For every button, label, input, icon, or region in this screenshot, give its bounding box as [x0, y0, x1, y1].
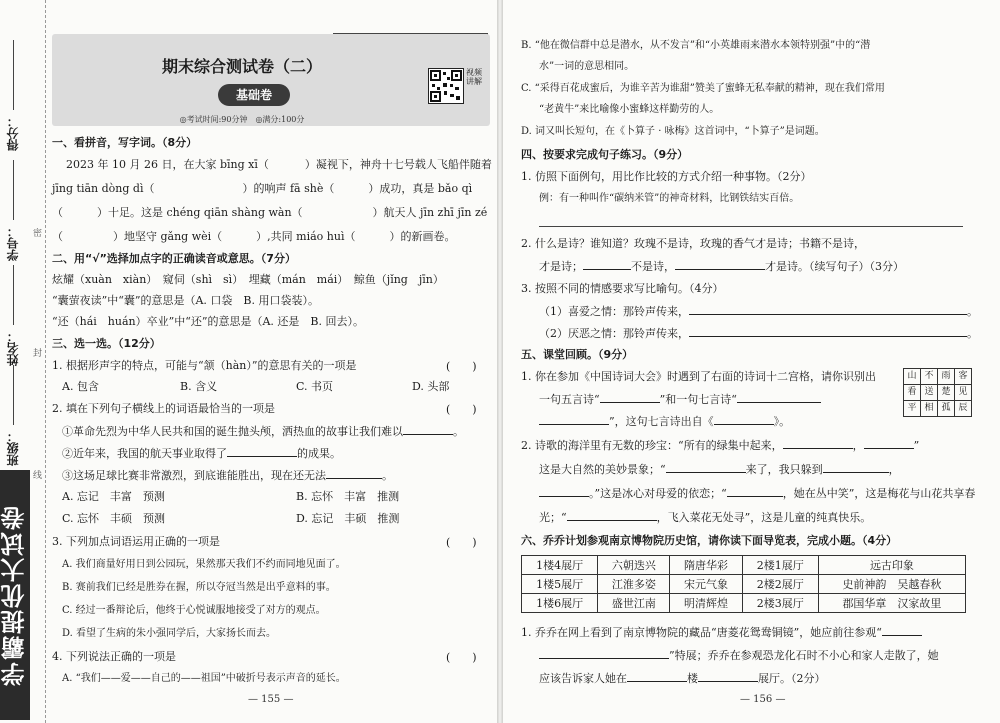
s5-q2-line4 [539, 509, 871, 525]
cut-mark-xian: 线 [31, 470, 41, 479]
q3-option-d[interactable]: D. 看望了生病的朱小强同学后，大家扬长而去。 [62, 628, 277, 639]
q2-answer-box[interactable]: ( ) [446, 403, 477, 416]
s1-text: jīng tiān dòng dì（ [52, 182, 155, 195]
s5-q1-part: 一句五言诗“ [539, 393, 600, 406]
q4-option-d[interactable]: D. 词又叫长短句，在《卜算子 · 咏梅》这首词中，“卜算子”是词题。 [521, 126, 825, 137]
s5-q2-part: ，她在丛中笑”，这是梅花与山花共享春 [782, 487, 976, 500]
table-cell: 明清辉煌 [670, 594, 742, 613]
table-cell: 1楼6展厅 [522, 594, 598, 613]
table-row [522, 575, 966, 594]
s4-q3-2-text: （2）厌恶之情：那铃声传来， [539, 327, 689, 340]
score-label: 得分： [6, 115, 20, 151]
table-cell: 2楼3展厅 [742, 594, 818, 613]
s5-q1-part: 》。 [773, 415, 791, 428]
s5-q2-line2: 这是大自然的美妙景象；“ 来了，我只躲到 ， [539, 463, 900, 476]
s6-q1-blank-1[interactable] [882, 624, 922, 636]
s1-text: ）成功，真是 bǎo qì [368, 182, 473, 195]
s1-text: ）航天人 jīn zhī jīn zé [372, 206, 488, 219]
s6-q1-part: 应该告诉家人她在 [539, 672, 627, 685]
q3-answer-box[interactable]: ( ) [446, 536, 477, 549]
section-4-title: 四、按要求完成句子练习。（9分） [521, 148, 689, 161]
class-label: 班级： [6, 430, 20, 466]
brand-vertical: 学霸提优大试卷 [0, 470, 30, 720]
s5-q2-line1: 2. 诗歌的海洋里有无数的珍宝：“所有的绿集中起来， ， ” [521, 439, 920, 452]
s2-line-1[interactable]: 炫耀（xuàn xiàn） 窥伺（shì sì） 埋藏（mán mái） 鲸鱼（jǐng jīn） [52, 273, 444, 286]
s1-text: ）十足。这是 chéng qiān shàng wàn（ [97, 206, 303, 219]
grid-cell: 客 [955, 369, 972, 385]
museum-guide-table [521, 555, 966, 613]
grid-cell: 雨 [938, 369, 955, 385]
s1-text: ）的响声 fā shè（ [242, 182, 335, 195]
s4-q3-text: 3. 按照不同的情感要求写比喻句。（4分） [521, 282, 724, 295]
s4-q2-part: 才是诗。（续写句子）（3分） [765, 260, 904, 273]
s6-q1-part: 展厅。（2分） [758, 672, 826, 685]
section-2-title: 二、用“√”选择加点字的正确读音或意思。（7分） [52, 252, 296, 265]
q2-blank-1[interactable] [403, 423, 453, 435]
q4-option-a[interactable]: A. “我们——爱——自己的——祖国”中破折号表示声音的延长。 [62, 673, 346, 684]
s4-q3-1-blank[interactable] [689, 303, 967, 315]
table-cell: 郡国华章 汉家故里 [818, 594, 965, 613]
s1-text: ）凝视下，神舟十七号载人飞船伴随着 [304, 158, 492, 171]
s5-q2-blank-6[interactable] [727, 485, 783, 497]
s4-q3-2: （2）厌恶之情：那铃声传来， 。 [539, 327, 978, 340]
s4-q1-answer-line[interactable] [539, 226, 963, 227]
s4-q2-blank-2[interactable] [675, 258, 765, 270]
s6-q1-part: 楼 [687, 672, 698, 685]
grid-cell: 孤 [938, 401, 955, 417]
table-cell: 2楼2展厅 [742, 575, 818, 594]
q1-text: 1. 根据形声字的特点，可能与“颔（hàn）”的意思有关的一项是 [52, 359, 357, 372]
q2-blank-3[interactable] [326, 467, 382, 479]
grid-cell: 楚 [938, 385, 955, 401]
s2-line-2[interactable]: “囊萤夜读”中“囊”的意思是（A. 口袋 B. 用口袋装）。 [52, 294, 320, 307]
s5-q2-part: 2. 诗歌的海洋里有无数的珍宝：“所有的绿集中起来， [521, 439, 783, 452]
s4-q2-line2 [539, 258, 904, 274]
s1-text: （ [52, 206, 63, 219]
q4-text: 4. 下列说法正确的一项是 [52, 650, 176, 663]
s6-q1-line1 [521, 624, 922, 640]
s1-text: ）,共同 miáo huì（ [256, 230, 356, 243]
s5-q1-blank-3[interactable] [539, 413, 609, 425]
s5-q1-blank-2[interactable] [737, 391, 821, 403]
grid-cell: 平 [904, 401, 921, 417]
class-line [13, 365, 14, 425]
s5-q2-part: 来了，我只躲到 [745, 463, 823, 476]
s1-text: ）地坚守 gǎng wèi（ [113, 230, 223, 243]
q2-sentence-1: ①革命先烈为中华人民共和国的诞生抛头颅，洒热血的故事让我们难以 。 [62, 425, 464, 438]
cut-mark-feng: 封 [31, 348, 41, 357]
table-cell: 1楼5展厅 [522, 575, 598, 594]
s5-q2-blank-4[interactable] [823, 461, 889, 473]
s5-q2-blank-5[interactable] [539, 485, 589, 497]
page-number-right: — 156 — [740, 694, 786, 705]
q2-s1-text: ①革命先烈为中华人民共和国的诞生抛头颅，洒热血的故事让我们难以 [62, 425, 403, 438]
exam-meta: ◎考试时间:90分钟 ◎满分:100分 [179, 115, 305, 124]
section-5-title: 五、课堂回顾。（9分） [521, 348, 634, 361]
table-row [522, 594, 966, 613]
s4-q2-part: 不是诗， [631, 260, 675, 273]
s5-q2-part: 这是大自然的美妙景象；“ [539, 463, 666, 476]
s1-text: 2023 年 10 月 26 日，在大家 bīng xī（ [66, 158, 269, 171]
cut-mark-mi: 密 [31, 228, 41, 237]
q3-option-a[interactable]: A. 我们商量好用日到公园玩，果然那天我们不约而同地见面了。 [62, 559, 346, 570]
q4-answer-box[interactable]: ( ) [446, 651, 477, 664]
q1-answer-box[interactable]: ( ) [446, 360, 477, 373]
name-label: 姓名： [6, 330, 20, 366]
grid-cell: 见 [955, 385, 972, 401]
q2-sentence-3: ③这场足球比赛非常激烈，到底谁能胜出，现在还无法 。 [62, 469, 393, 482]
s5-q2-blank-3[interactable] [666, 461, 746, 473]
section-6-title: 六、乔乔计划参观南京博物院历史馆，请你读下面导览表，完成小题。（4分） [521, 534, 898, 547]
section-1-title: 一、看拼音，写字词。（8分） [52, 136, 198, 149]
qr-label: 视频讲解 [466, 68, 482, 86]
q3-option-c[interactable]: C. 经过一番辩论后，他终于心悦诚服地接受了对方的观点。 [62, 605, 326, 616]
q1-option-b[interactable]: B. 含义 [180, 380, 218, 393]
s1-text: ）的新画卷。 [389, 230, 456, 243]
s2-line-3[interactable]: “还（hái huán）卒业”中“还”的意思是（A. 还是 B. 回去）。 [52, 315, 364, 328]
s6-q1-part: 1. 乔乔在网上看到了南京博物院的藏品“唐菱花鸳鸯铜镜”，她应前往参观“ [521, 626, 882, 639]
q2-s2-tail: 的成果。 [297, 447, 341, 460]
table-cell: 2楼1展厅 [742, 556, 818, 575]
s4-q2-blank-1[interactable] [583, 258, 631, 270]
q2-s2-text: ②近年来，我国的航天事业取得了 [62, 447, 227, 460]
score-line [13, 40, 14, 110]
student-id-line [13, 160, 14, 220]
q2-sentence-2 [62, 445, 341, 461]
table-cell: 1楼4展厅 [522, 556, 598, 575]
q3-text: 3. 下列加点词语运用正确的一项是 [52, 535, 220, 548]
q4-option-b-line2: 水”一词的意思相同。 [539, 61, 635, 72]
grid-cell: 送 [921, 385, 938, 401]
table-cell: 六朝迭兴 [598, 556, 670, 575]
name-line [13, 265, 14, 325]
s4-q3-2-blank[interactable] [689, 325, 967, 337]
s5-q1-line1: 1. 你在参加《中国诗词大会》时遇到了右面的诗词十二宫格，请你识别出 [521, 370, 876, 383]
s5-q2-line3: 。”这是冰心对母爱的依恋；“ ，她在丛中笑”，这是梅花与山花共享春 [539, 485, 975, 501]
level-badge: 基础卷 [218, 84, 290, 106]
s6-q1-line2 [539, 647, 939, 663]
s6-q1-blank-4[interactable] [698, 670, 758, 682]
s4-example: 例：有一种叫作“碳纳米管”的神奇材料，比钢铁结实百倍。 [539, 193, 800, 204]
s4-q2-line1: 2. 什么是诗？谁知道？玫瑰不是诗，玫瑰的香气才是诗；书籍不是诗， [521, 237, 865, 250]
q2-blank-2[interactable] [227, 445, 297, 457]
q3-option-b[interactable]: B. 赛前我们已经是胜券在握，所以夺冠当然是出乎意料的事。 [62, 582, 336, 593]
q4-option-c-line2: “老黄牛”来比喻像小蜜蜂这样勤劳的人。 [539, 104, 720, 115]
s1-line-1 [66, 157, 492, 172]
s5-q1-part: ”，这句七言诗出自《 [609, 415, 714, 428]
exam-title: 期末综合测试卷（二） [161, 57, 322, 76]
grid-cell: 相 [921, 401, 938, 417]
table-cell: 隋唐华彩 [670, 556, 742, 575]
student-id-label: 学号： [6, 225, 20, 261]
s5-q1-line2 [539, 391, 821, 407]
s6-q1-line3 [539, 670, 826, 686]
s5-q1-blank-1[interactable] [600, 391, 660, 403]
q4-option-c-line1[interactable]: C. “采得百花成蜜后，为谁辛苦为谁甜”赞美了蜜蜂无私奉献的精神，现在我们常用 [521, 83, 885, 94]
s5-q1-blank-4[interactable] [714, 413, 774, 425]
s4-q1-text: 1. 仿照下面例句，用比作比较的方式介绍一种事物。（2分） [521, 170, 812, 183]
s4-q2-part: 才是诗； [539, 260, 583, 273]
table-row [522, 556, 966, 575]
s1-line-3 [52, 205, 487, 220]
s6-q1-part: ”特展；乔乔在参观恐龙化石时不小心和家人走散了，她 [669, 649, 939, 662]
q2-option-a[interactable]: A. 忘记 丰富 预测 [62, 490, 165, 503]
table-cell: 江淮多姿 [598, 575, 670, 594]
s5-q2-blank-1[interactable] [783, 437, 853, 449]
left-page [0, 0, 497, 723]
s4-q3-1: （1）喜爱之情：那铃声传来， 。 [539, 305, 978, 318]
grid-cell: 看 [904, 385, 921, 401]
exam-header [52, 34, 490, 126]
s5-q2-blank-7[interactable] [567, 509, 657, 521]
grid-cell: 不 [921, 369, 938, 385]
s5-q2-part: ，飞入菜花无处寻”，这是儿童的纯真快乐。 [656, 511, 872, 524]
s5-q2-blank-2[interactable] [864, 437, 914, 449]
s6-q1-blank-3[interactable] [627, 670, 687, 682]
q1-option-c[interactable]: C. 书页 [296, 380, 334, 393]
grid-cell: 辰 [955, 401, 972, 417]
table-cell: 史前神韵 吴越春秋 [818, 575, 965, 594]
s5-q2-part: 这是冰心对母爱的依恋；“ [600, 487, 727, 500]
page-number-left: — 155 — [248, 694, 294, 705]
q1-option-d[interactable]: D. 头部 [412, 380, 450, 393]
section-3-title: 三、选一选。（12分） [52, 337, 161, 350]
q2-option-d[interactable]: D. 忘记 丰硕 推测 [296, 512, 400, 525]
q4-option-b-line1[interactable]: B. “他在微信群中总是潜水，从不发言”和“小英雄雨来潜水本领特别强”中的“潜 [521, 40, 871, 51]
s1-text: （ [52, 230, 63, 243]
table-cell: 远古印象 [818, 556, 965, 575]
q2-option-c[interactable]: C. 忘怀 丰硕 预测 [62, 512, 166, 525]
q2-option-b[interactable]: B. 忘怀 丰富 推测 [296, 490, 400, 503]
s1-line-4 [52, 229, 455, 244]
binding-strip [0, 0, 46, 723]
table-cell: 宋元气象 [670, 575, 742, 594]
table-cell: 盛世江南 [598, 594, 670, 613]
s6-q1-blank-2[interactable] [539, 647, 669, 659]
s5-q1-part: ”和一句七言诗“ [659, 393, 737, 406]
q2-text: 2. 填在下列句子横线上的词语最恰当的一项是 [52, 402, 275, 415]
q2-s3-text: ③这场足球比赛非常激烈，到底谁能胜出，现在还无法 [62, 469, 326, 482]
q1-option-a[interactable]: A. 包含 [62, 380, 99, 393]
s5-q1-line3 [539, 413, 790, 429]
grid-cell: 山 [904, 369, 921, 385]
s4-q3-1-text: （1）喜爱之情：那铃声传来， [539, 305, 689, 318]
s5-q2-part: 光；“ [539, 511, 567, 524]
poem-grid [903, 368, 972, 417]
s1-line-2 [52, 181, 472, 196]
qr-code-icon[interactable] [428, 68, 464, 104]
